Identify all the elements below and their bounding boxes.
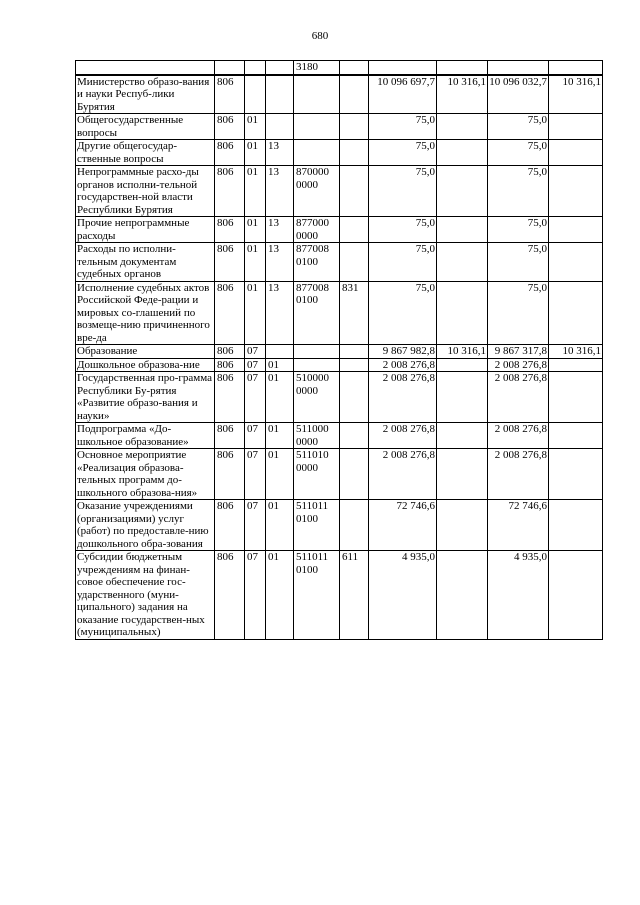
row-expense-type-cell — [340, 243, 369, 282]
row-amount-cell: 2 008 276,8 — [488, 372, 549, 423]
row-amount-cell — [437, 281, 488, 345]
row-subsection-cell: 13 — [266, 281, 294, 345]
row-gov-code-cell: 806 — [215, 140, 245, 166]
table-row — [76, 281, 603, 345]
row-amount-cell: 75,0 — [488, 217, 549, 243]
row-subsection-cell: 13 — [266, 217, 294, 243]
row-expense-type-cell — [340, 75, 369, 114]
row-target-cell: 877008 0100 — [294, 243, 340, 282]
row-name-cell: Подпрограмма «До-школьное образование» — [76, 423, 215, 449]
row-subsection-cell: 01 — [266, 358, 294, 372]
row-amount-cell: 75,0 — [369, 217, 437, 243]
row-amount-cell: 75,0 — [488, 114, 549, 140]
row-target-cell — [294, 114, 340, 140]
row-name-cell: Субсидии бюджетным учреждениям на финан-совое обеспечение гос-ударственного (муни-ципального) задания на оказание государствен-ных (муниципальных) — [76, 551, 215, 640]
table-row — [76, 114, 603, 140]
row-amount-cell: 75,0 — [369, 114, 437, 140]
row-amount-cell: 2 008 276,8 — [488, 423, 549, 449]
row-section-cell: 07 — [245, 345, 266, 359]
table-row — [76, 217, 603, 243]
row-section-cell: 01 — [245, 114, 266, 140]
table-row — [76, 345, 603, 359]
row-section-cell: 01 — [245, 217, 266, 243]
header-cell — [245, 61, 266, 75]
row-section-cell: 01 — [245, 243, 266, 282]
row-gov-code-cell: 806 — [215, 217, 245, 243]
row-amount-cell — [549, 166, 603, 217]
row-target-cell: 511011 0100 — [294, 551, 340, 640]
row-amount-cell: 10 316,1 — [549, 345, 603, 359]
row-amount-cell: 2 008 276,8 — [369, 449, 437, 500]
row-subsection-cell — [266, 75, 294, 114]
row-amount-cell: 75,0 — [488, 243, 549, 282]
row-amount-cell: 4 935,0 — [488, 551, 549, 640]
row-name-cell: Исполнение судебных актов Российской Феде-рации и мировых со-глашений по возмеще-нию причиненного вре-да — [76, 281, 215, 345]
row-amount-cell: 10 096 697,7 — [369, 75, 437, 114]
row-subsection-cell: 01 — [266, 423, 294, 449]
row-section-cell: 01 — [245, 140, 266, 166]
row-gov-code-cell: 806 — [215, 166, 245, 217]
row-subsection-cell — [266, 345, 294, 359]
row-expense-type-cell — [340, 500, 369, 551]
row-expense-type-cell: 611 — [340, 551, 369, 640]
row-subsection-cell: 13 — [266, 140, 294, 166]
row-expense-type-cell — [340, 423, 369, 449]
row-target-cell — [294, 140, 340, 166]
row-amount-cell — [549, 217, 603, 243]
row-name-cell: Образование — [76, 345, 215, 359]
row-amount-cell: 2 008 276,8 — [488, 358, 549, 372]
row-amount-cell — [437, 166, 488, 217]
row-amount-cell — [437, 500, 488, 551]
row-target-cell: 510000 0000 — [294, 372, 340, 423]
table-header-row — [76, 61, 603, 75]
header-cell: 3180 — [294, 61, 340, 75]
table-row — [76, 243, 603, 282]
row-target-cell: 511000 0000 — [294, 423, 340, 449]
row-target-cell: 511011 0100 — [294, 500, 340, 551]
row-section-cell: 07 — [245, 551, 266, 640]
row-amount-cell: 72 746,6 — [488, 500, 549, 551]
row-gov-code-cell: 806 — [215, 345, 245, 359]
row-name-cell: Основное мероприятие «Реализация образова-тельных программ до-школьного образова-ния» — [76, 449, 215, 500]
row-amount-cell: 10 096 032,7 — [488, 75, 549, 114]
budget-table — [75, 60, 603, 640]
table-row — [76, 140, 603, 166]
row-amount-cell — [549, 114, 603, 140]
row-amount-cell: 10 316,1 — [549, 75, 603, 114]
row-amount-cell — [549, 358, 603, 372]
row-expense-type-cell — [340, 166, 369, 217]
row-target-cell: 870000 0000 — [294, 166, 340, 217]
row-subsection-cell: 01 — [266, 500, 294, 551]
row-amount-cell: 75,0 — [369, 166, 437, 217]
row-gov-code-cell: 806 — [215, 75, 245, 114]
row-section-cell: 07 — [245, 423, 266, 449]
row-section-cell: 07 — [245, 372, 266, 423]
row-amount-cell: 2 008 276,8 — [488, 449, 549, 500]
row-amount-cell — [437, 358, 488, 372]
row-amount-cell: 9 867 982,8 — [369, 345, 437, 359]
row-expense-type-cell — [340, 449, 369, 500]
table-row — [76, 358, 603, 372]
row-expense-type-cell — [340, 114, 369, 140]
row-subsection-cell: 13 — [266, 243, 294, 282]
row-amount-cell: 10 316,1 — [437, 75, 488, 114]
row-amount-cell — [549, 140, 603, 166]
row-amount-cell: 4 935,0 — [369, 551, 437, 640]
page-number: 680 — [311, 30, 329, 42]
row-name-cell: Министерство образо-вания и науки Респуб-лики Бурятия — [76, 75, 215, 114]
row-amount-cell: 75,0 — [488, 281, 549, 345]
table-row — [76, 423, 603, 449]
row-amount-cell — [549, 281, 603, 345]
header-cell — [340, 61, 369, 75]
row-name-cell: Дошкольное образова-ние — [76, 358, 215, 372]
row-amount-cell — [437, 217, 488, 243]
row-amount-cell — [549, 449, 603, 500]
row-amount-cell: 2 008 276,8 — [369, 358, 437, 372]
row-amount-cell — [437, 114, 488, 140]
row-amount-cell: 75,0 — [369, 140, 437, 166]
row-subsection-cell: 01 — [266, 449, 294, 500]
row-target-cell — [294, 75, 340, 114]
row-name-cell: Непрограммные расхо-ды органов исполни-тельной государствен-ной власти Республики Бурятия — [76, 166, 215, 217]
header-cell — [437, 61, 488, 75]
row-target-cell: 511010 0000 — [294, 449, 340, 500]
header-cell — [215, 61, 245, 75]
row-amount-cell — [549, 372, 603, 423]
row-expense-type-cell — [340, 217, 369, 243]
table-row — [76, 449, 603, 500]
row-amount-cell: 9 867 317,8 — [488, 345, 549, 359]
row-amount-cell: 75,0 — [488, 140, 549, 166]
row-amount-cell — [437, 243, 488, 282]
row-name-cell: Расходы по исполни-тельным документам судебных органов — [76, 243, 215, 282]
row-expense-type-cell — [340, 372, 369, 423]
row-section-cell: 01 — [245, 166, 266, 217]
row-subsection-cell: 01 — [266, 551, 294, 640]
row-section-cell: 07 — [245, 449, 266, 500]
row-name-cell: Государственная про-грамма Республики Бу-рятия «Развитие образо-вания и науки» — [76, 372, 215, 423]
row-amount-cell — [437, 140, 488, 166]
row-section-cell: 07 — [245, 500, 266, 551]
row-target-cell: 877000 0000 — [294, 217, 340, 243]
header-cell — [369, 61, 437, 75]
row-amount-cell: 75,0 — [488, 166, 549, 217]
table-row — [76, 500, 603, 551]
row-name-cell: Прочие непрограммные расходы — [76, 217, 215, 243]
row-amount-cell: 2 008 276,8 — [369, 423, 437, 449]
table-row — [76, 551, 603, 640]
row-name-cell: Оказание учреждениями (организациями) услуг (работ) по предоставле-нию дошкольного обра-зования — [76, 500, 215, 551]
header-cell — [266, 61, 294, 75]
row-name-cell: Общегосударственные вопросы — [76, 114, 215, 140]
row-section-cell — [245, 75, 266, 114]
row-amount-cell: 75,0 — [369, 281, 437, 345]
row-amount-cell — [549, 551, 603, 640]
row-amount-cell: 75,0 — [369, 243, 437, 282]
row-section-cell: 07 — [245, 358, 266, 372]
row-target-cell — [294, 345, 340, 359]
row-name-cell: Другие общегосудар-ственные вопросы — [76, 140, 215, 166]
row-amount-cell — [437, 551, 488, 640]
row-amount-cell: 72 746,6 — [369, 500, 437, 551]
row-subsection-cell: 13 — [266, 166, 294, 217]
row-gov-code-cell: 806 — [215, 114, 245, 140]
row-gov-code-cell: 806 — [215, 372, 245, 423]
row-amount-cell — [437, 449, 488, 500]
row-subsection-cell — [266, 114, 294, 140]
row-section-cell: 01 — [245, 281, 266, 345]
header-cell — [488, 61, 549, 75]
row-gov-code-cell: 806 — [215, 358, 245, 372]
row-expense-type-cell — [340, 358, 369, 372]
header-cell — [549, 61, 603, 75]
row-amount-cell: 2 008 276,8 — [369, 372, 437, 423]
row-gov-code-cell: 806 — [215, 449, 245, 500]
row-target-cell: 877008 0100 — [294, 281, 340, 345]
row-expense-type-cell — [340, 345, 369, 359]
row-subsection-cell: 01 — [266, 372, 294, 423]
row-gov-code-cell: 806 — [215, 281, 245, 345]
header-cell — [76, 61, 215, 75]
row-expense-type-cell: 831 — [340, 281, 369, 345]
row-amount-cell — [549, 243, 603, 282]
row-amount-cell — [549, 500, 603, 551]
table-row — [76, 372, 603, 423]
row-expense-type-cell — [340, 140, 369, 166]
row-amount-cell — [549, 423, 603, 449]
row-gov-code-cell: 806 — [215, 243, 245, 282]
row-gov-code-cell: 806 — [215, 551, 245, 640]
row-gov-code-cell: 806 — [215, 423, 245, 449]
table-row — [76, 75, 603, 114]
row-gov-code-cell: 806 — [215, 500, 245, 551]
row-amount-cell: 10 316,1 — [437, 345, 488, 359]
table-row — [76, 166, 603, 217]
row-target-cell — [294, 358, 340, 372]
row-amount-cell — [437, 372, 488, 423]
row-amount-cell — [437, 423, 488, 449]
